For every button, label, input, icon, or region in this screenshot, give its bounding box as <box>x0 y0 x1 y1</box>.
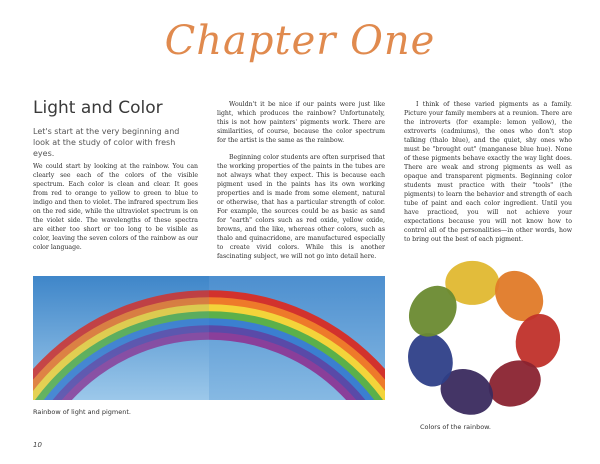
section-heading: Light and Color <box>33 98 163 118</box>
paragraph-rainbow: We could start by looking at the rainbow. You can clearly see each of the colors of the visible spectrum. Each color is clean and clear. It goes from red to orange to yellow to green to blue to indigo and then to violet. The infrared spectrum lies on the red side, while the ultraviolet spectrum is on the violet side. The wavelengths of these spectra are either too short or too long to be visible as color, leaving the seven colors of the rainbow as our color language. <box>33 163 198 251</box>
intro-text: Let's start at the very beginning and look at the study of color with fresh eyes. <box>33 127 180 158</box>
paragraph-students: Beginning color students are often surprised that the working properties of the paints in the tubes are not always what they expect. This is because each pigment used in the paints has its own working properties and is made from some element, natural or otherwise, that has a particular strength of color. For example, the sources could be as basic as sand for "earth" colors such as red oxide, yellow oxide, browns, and the like, whereas other colors, such as thalo and quinacridone, are manufactured especially to create vivid colors. While this is another fascinating subject, we will not go into detail here. <box>217 154 385 260</box>
paragraph-family: I think of these varied pigments as a family. Picture your family members at a reunion. There are the introverts (for example: lemon yellow), the extroverts (cadmiums), the ones who don't stop talking (thalo blue), and the quiet, shy ones who must be "brought out" (manganese blue hue). None of these pigments behave exactly the way light does. There are weak and strong pigments as well as opaque and transparent pigments. Beginning color students must practice with their "tools" (the pigments) to learn the behavior and strength of each tube of paint and each color ingredient. Until you have practiced, you will not achieve your expectations because you will not know how to control all of the personalities—in other words, how to bring out the best of each pigment. <box>404 101 572 243</box>
color-wheel-caption: Colors of the rainbow. <box>420 423 491 431</box>
rainbow-caption: Rainbow of light and pigment. <box>33 408 131 416</box>
chapter-title: Chapter One <box>164 18 436 64</box>
paragraph-paints: Wouldn't it be nice if our paints were just like light, which produces the rainbow? Unfortunately, this is not how painters' pigments work. There are similarities, of course, because the color spectrum for the artist is the same as the rainbow. <box>217 101 385 144</box>
page-number: 10 <box>33 441 42 449</box>
color-wheel-image <box>394 258 570 418</box>
rainbow-image <box>33 276 385 400</box>
